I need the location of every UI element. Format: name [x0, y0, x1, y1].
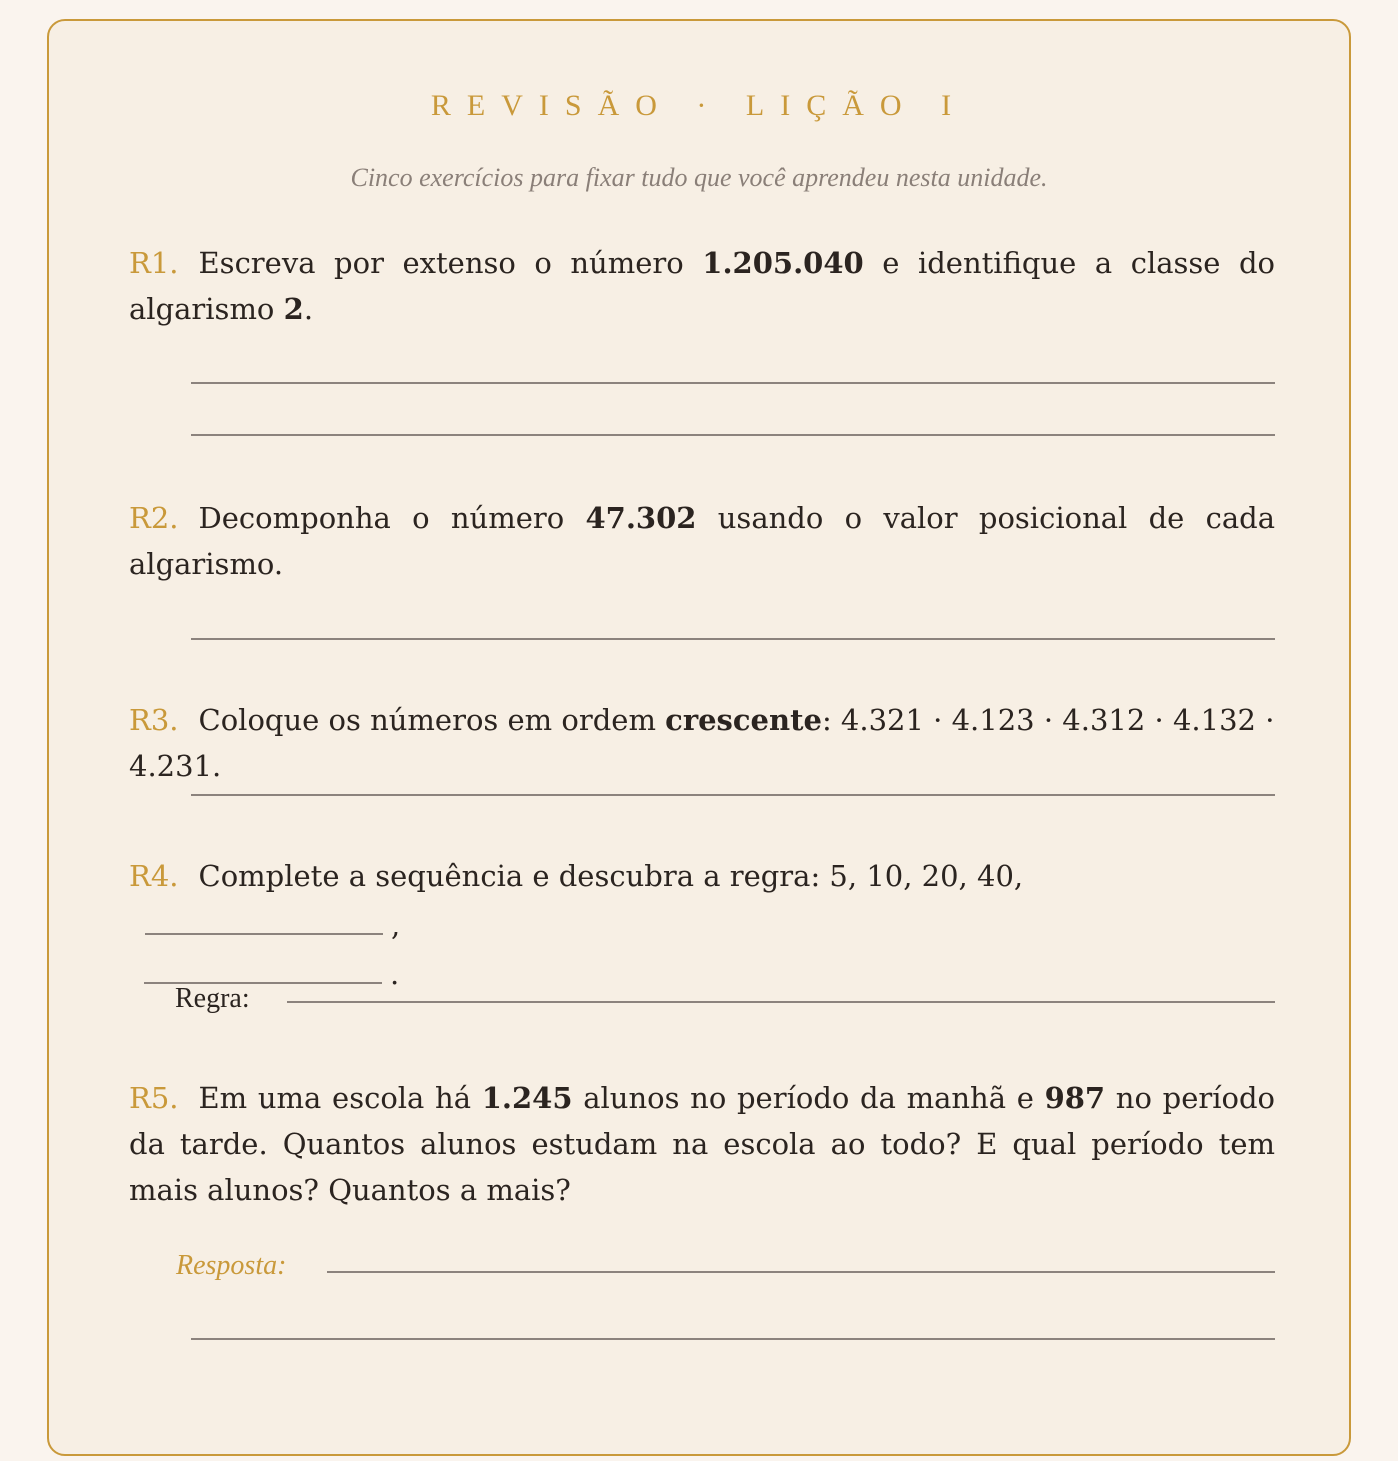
question-number: R3. [129, 703, 179, 737]
rule-answer-line[interactable] [287, 1001, 1275, 1003]
question-r3: R3. Coloque os números em ordem crescente: 4.321 · 4.123 · 4.312 · 4.132 · 4.231. [129, 703, 1275, 783]
question-number: R4. [129, 859, 179, 893]
question-number: R2. [129, 501, 179, 535]
answer-line-r5-1[interactable] [327, 1271, 1275, 1273]
question-number: R1. [129, 246, 179, 280]
question-r2: R2. Decomponha o número 47.302 usando o valor posicional de cada algarismo. [129, 501, 1275, 581]
question-number: R5. [129, 1081, 179, 1115]
question-r4: R4. Complete a sequência e descubra a regra: 5, 10, 20, 40,, . [129, 859, 1024, 991]
question-r1: R1. Escreva por extenso o número 1.205.040 e identifique a classe do algarismo 2. [129, 246, 1275, 326]
worksheet-card [47, 19, 1351, 1456]
answer-line-r1-2[interactable] [191, 434, 1275, 436]
answer-label: Resposta: [176, 1250, 287, 1281]
answer-line-r5-2[interactable] [191, 1338, 1275, 1340]
sequence-blank-2[interactable] [144, 948, 382, 984]
answer-line-r1-1[interactable] [191, 382, 1275, 384]
answer-line-r2[interactable] [191, 638, 1275, 640]
rule-label: Regra: [175, 983, 250, 1014]
page-subtitle: Cinco exercícios para fixar tudo que você aprendeu nesta unidade. [350, 163, 1048, 192]
page-title: REVISÃO · LIÇÃO I [430, 89, 968, 122]
answer-line-r3[interactable] [191, 794, 1275, 796]
question-r5: R5. Em uma escola há 1.245 alunos no período da manhã e 987 no período da tarde. Quantos alunos estudam na escola ao todo? E qual período tem mais alunos? Quantos a mais? [129, 1081, 1275, 1207]
sequence-blank-1[interactable] [145, 899, 383, 935]
